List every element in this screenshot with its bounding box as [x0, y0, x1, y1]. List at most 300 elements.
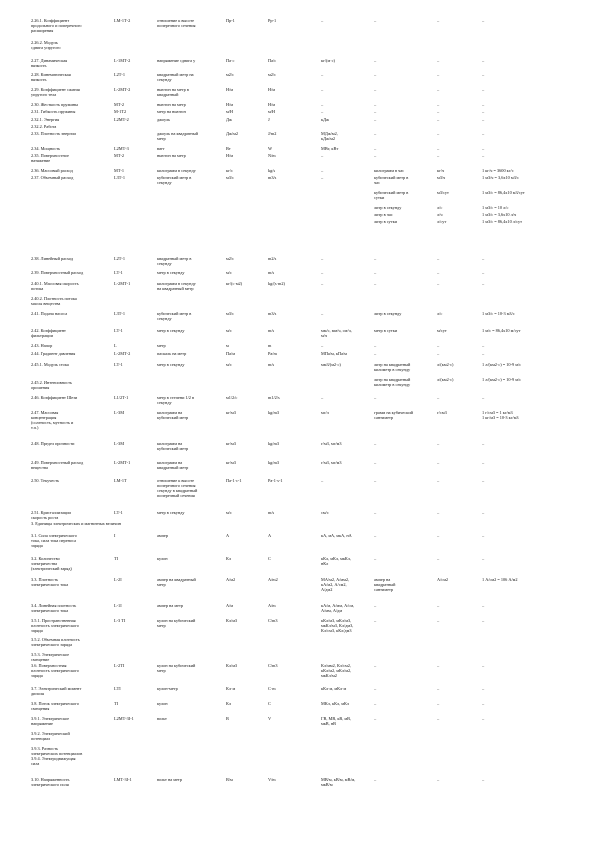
cell-unit-symbol-intl: m/s [268, 328, 275, 333]
cell-unit-name: паскаль на метр [157, 351, 187, 356]
cell-unit-name: кулон на кубический метр [157, 663, 196, 673]
cell-multiples: – [321, 311, 324, 316]
cell-multiples: – [321, 102, 324, 107]
cell-quantity-name: 2.51. Кристаллизации скорость роста [31, 510, 71, 520]
table-row [0, 219, 595, 227]
cell-unit-symbol-intl: m2/s [268, 256, 277, 261]
cell-unit-symbol-ru: м/с [226, 328, 232, 333]
cell-quantity-name: 2.49. Поверхностный расход вещества [31, 460, 84, 470]
cell-dimension: L-2МТ-2 [114, 87, 131, 92]
cell-nonsi-unit-symbol: – [437, 556, 440, 561]
cell-unit-symbol-intl: Pa/m [268, 351, 277, 356]
cell-unit-symbol-ru: м3/с [226, 175, 234, 180]
cell-dimension: L-3 ТI [114, 618, 126, 623]
cell-nonsi-unit-name: – [374, 460, 377, 465]
cell-nonsi-unit-symbol: А/см2 [437, 577, 449, 582]
cell-dimension: ТI [114, 701, 119, 706]
table-row [0, 637, 595, 645]
cell-quantity-name: 2.38. Линейный расход [31, 256, 74, 261]
cell-unit-name: ньютон на метр [157, 153, 186, 158]
cell-unit-name: вольт на метр [157, 777, 182, 782]
cell-unit-name: килограмм на квадратный метр [157, 460, 189, 470]
cell-multiples: ГВ, МВ, кВ, мВ, мкВ, нВ [321, 716, 352, 726]
cell-quantity-name: 2.37. Объемный расход [31, 175, 74, 180]
cell-unit-symbol-intl: N/m [268, 153, 276, 158]
cell-nonsi-unit-name: килограмм в час [374, 168, 405, 173]
table-row [0, 478, 595, 498]
cell-unit-symbol-ru: В/м [226, 777, 233, 782]
cell-dimension: М-1Т2 [114, 109, 127, 114]
cell-multiples: МВ/м, кВ/м, мВ/м, мкВ/м [321, 777, 356, 787]
cell-unit-symbol-ru: Кл·м [226, 686, 236, 691]
cell-dimension: L2МТ-3 [114, 146, 129, 151]
cell-unit-symbol-ru: Па/м [226, 351, 235, 356]
cell-unit-symbol-ru: м2/с [226, 256, 234, 261]
cell-nonsi-unit-symbol: – [437, 351, 440, 356]
cell-nonsi-unit-name: ампер на квадратный сантиметр [374, 577, 396, 592]
cell-unit-symbol-intl: J [268, 117, 270, 122]
cell-unit-symbol-intl: A [268, 533, 272, 538]
cell-nonsi-unit-symbol: л/с [437, 205, 443, 210]
cell-nonsi-unit-symbol: г/см3 [437, 410, 447, 415]
cell-nonsi-unit-symbol: – [437, 72, 440, 77]
cell-nonsi-unit-symbol: м3/ч [437, 175, 446, 180]
cell-quantity-name: 3.9.3. Разность электрических потенциалов 3.9.4. Электродвижущая сила [31, 746, 83, 766]
cell-dimension: L1/2Т-1 [114, 395, 129, 400]
cell-multiples: кА, мА, мкА, нА [321, 533, 352, 538]
cell-conversion: – [482, 395, 485, 400]
cell-quantity-name: 2.27. Динамическая вязкость [31, 58, 68, 68]
cell-conversion: – [482, 18, 485, 23]
cell-unit-symbol-ru: В [226, 716, 229, 721]
cell-dimension: L-1I [114, 603, 122, 608]
cell-conversion: 1 м3/ч = 3,6х10 м3/с [482, 175, 519, 180]
cell-nonsi-unit-name: – [374, 351, 377, 356]
cell-conversion: – [482, 663, 485, 668]
cell-dimension: LМ-1Т-2 [114, 18, 131, 23]
cell-conversion: – [482, 102, 485, 107]
cell-unit-symbol-intl: C·m [268, 686, 276, 691]
cell-quantity-name: 2.36. Массовый расход [31, 168, 73, 173]
cell-nonsi-unit-symbol: – [437, 701, 440, 706]
cell-unit-symbol-ru: м/с [226, 510, 232, 515]
cell-quantity-name: 2.32.1. Энергия [31, 117, 60, 122]
cell-unit-symbol-ru: Дж/м2 [226, 131, 238, 136]
cell-unit-symbol-ru: Н/м [226, 87, 234, 92]
cell-unit-symbol-ru: кг/м3 [226, 460, 236, 465]
cell-nonsi-unit-symbol: – [437, 146, 440, 151]
cell-unit-symbol-ru: А [226, 533, 230, 538]
table-row [0, 652, 595, 660]
cell-quantity-name: 3. Единицы электрических и магнитных величин [31, 521, 121, 526]
cell-multiples: – [321, 343, 324, 348]
cell-multiples: г/м3, мг/м3 [321, 460, 342, 465]
cell-quantity-name: 2.35. Поверхностное натяжение [31, 153, 69, 163]
cell-multiples: – [321, 256, 324, 261]
cell-unit-name: кулон [157, 701, 168, 706]
cell-dimension: LТI [114, 686, 121, 691]
cell-unit-symbol-ru: м2/с [226, 72, 234, 77]
cell-unit-symbol-ru: кг/(с·м2) [226, 281, 243, 286]
cell-dimension: I [114, 533, 116, 538]
cell-unit-symbol-intl: m3/s [268, 311, 277, 316]
cell-conversion: 1 м/с = 86,4х10 м/сут [482, 328, 521, 333]
cell-unit-symbol-ru: м/с [226, 362, 232, 367]
table-row [0, 343, 595, 351]
table-row [0, 533, 595, 548]
cell-unit-symbol-intl: kg/s [268, 168, 276, 173]
cell-conversion: – [482, 686, 485, 691]
cell-unit-symbol-ru: Па·с [226, 58, 235, 63]
cell-dimension: LМТ-3I-1 [114, 777, 132, 782]
cell-unit-name: джоуль [157, 117, 171, 122]
cell-unit-name: ватт [157, 146, 165, 151]
cell-dimension: МТ-1 [114, 168, 125, 173]
cell-unit-symbol-ru: м3/с [226, 311, 234, 316]
cell-nonsi-unit-name: – [374, 281, 377, 286]
cell-unit-symbol-intl: V/m [268, 777, 276, 782]
table-row [0, 686, 595, 694]
table-row [0, 663, 595, 678]
cell-dimension: L-2МТ-1 [114, 460, 131, 465]
cell-multiples: кА/м, А/мм, А/см, А/мм, А/дм [321, 603, 355, 613]
cell-multiples: – [321, 18, 324, 23]
cell-nonsi-unit-name: – [374, 146, 377, 151]
cell-unit-symbol-intl: С [268, 556, 271, 561]
table-row [0, 256, 595, 264]
cell-unit-symbol-intl: kg/m3 [268, 441, 279, 446]
cell-quantity-name: 3.10. Напряженность электрического поля [31, 777, 70, 787]
cell-nonsi-unit-name: литр на квадратный километр в секунду [374, 362, 411, 372]
cell-unit-symbol-intl: Н/м [268, 87, 276, 92]
cell-dimension: L-2I [114, 577, 122, 582]
cell-nonsi-unit-name: – [374, 117, 377, 122]
cell-nonsi-unit-name: – [374, 701, 377, 706]
cell-nonsi-unit-name: – [374, 343, 377, 348]
cell-unit-symbol-intl: kg/m3 [268, 410, 279, 415]
cell-nonsi-unit-symbol: – [437, 478, 440, 483]
cell-nonsi-unit-name: – [374, 478, 377, 483]
cell-multiples: кКл·м, мКл·м [321, 686, 347, 691]
cell-quantity-name: 2.26.2. Модуль сдвига упругого [31, 40, 61, 50]
cell-unit-symbol-ru: кг/м3 [226, 441, 236, 446]
cell-conversion: – [482, 556, 485, 561]
cell-quantity-name: 2.29. Коэффициент сжатия упругого тела [31, 87, 80, 97]
cell-unit-name: ампер [157, 533, 168, 538]
cell-unit-name: килограмм на кубический метр [157, 441, 189, 451]
cell-dimension: МТ-2 [114, 102, 125, 107]
cell-dimension: L [114, 343, 117, 348]
cell-unit-name: квадратный метр в секунду [157, 256, 192, 266]
cell-nonsi-unit-symbol: – [437, 18, 440, 23]
cell-conversion: 1 м3/с = 86,4х10 м3/сут [482, 190, 525, 195]
cell-unit-symbol-ru: А/м2 [226, 577, 236, 582]
cell-nonsi-unit-symbol: – [437, 58, 440, 63]
cell-conversion: 1 л/(км2·с) = 10-9 м/с [482, 362, 522, 367]
cell-quantity-name: 2.44. Градиент давления [31, 351, 76, 356]
cell-unit-name: джоуль на квадратный метр [157, 131, 198, 141]
cell-nonsi-unit-name: – [374, 556, 377, 561]
cell-multiples: кКл/м3, мКл/м3, мкКл/м3, Кл/дм3, Кл/см3, кКл/дм3 [321, 618, 354, 633]
cell-conversion: – [482, 72, 485, 77]
cell-nonsi-unit-symbol: – [437, 131, 440, 136]
cell-unit-name: метр в секунду [157, 362, 185, 367]
table-row [0, 131, 595, 139]
cell-multiples: МВт, кВт [321, 146, 339, 151]
cell-nonsi-unit-symbol: м/сут [437, 328, 447, 333]
cell-unit-symbol-ru: А/м [226, 603, 234, 608]
cell-conversion: 1 л/(км2·с) = 10-9 м/с [482, 377, 522, 382]
cell-conversion: – [482, 716, 485, 721]
cell-conversion: – [482, 270, 485, 275]
cell-unit-symbol-ru: м/с [226, 270, 232, 275]
cell-unit-symbol-intl: C/m3 [268, 663, 278, 668]
table-row [0, 328, 595, 336]
cell-nonsi-unit-name: – [374, 618, 377, 623]
cell-quantity-name: 3.4. Линейная плотность электрического тока [31, 603, 77, 613]
cell-dimension: L-2МТ-1 [114, 281, 131, 286]
cell-nonsi-unit-name: литр в час [374, 212, 393, 217]
cell-dimension: L3Т-1 [114, 311, 125, 316]
cell-nonsi-unit-name: – [374, 18, 377, 23]
cell-nonsi-unit-name: – [374, 603, 377, 608]
cell-conversion: – [482, 441, 485, 446]
cell-unit-symbol-intl: kg/m3 [268, 460, 279, 465]
cell-quantity-name: 2.34. Мощность [31, 146, 61, 151]
cell-nonsi-unit-name: литр в сутки [374, 219, 397, 224]
cell-quantity-name: 2.48. Предел прочности [31, 441, 75, 446]
cell-nonsi-unit-name: – [374, 510, 377, 515]
cell-quantity-name: 2.40.1. Массовая скорость потока [31, 281, 79, 291]
cell-nonsi-unit-name: грамм на кубический сантиметр [374, 410, 413, 420]
cell-unit-symbol-intl: m/s [268, 270, 275, 275]
table-row [0, 521, 595, 529]
cell-nonsi-unit-name: – [374, 153, 377, 158]
cell-dimension: ТI [114, 556, 119, 561]
table-row [0, 281, 595, 289]
table-row [0, 380, 595, 388]
cell-nonsi-unit-symbol: м3/сут [437, 190, 449, 195]
cell-nonsi-unit-name: – [374, 270, 377, 275]
cell-dimension: LМ-1Т [114, 478, 127, 483]
table-row [0, 296, 595, 304]
cell-unit-symbol-intl: A/m2 [268, 577, 278, 582]
cell-conversion: – [482, 533, 485, 538]
cell-unit-name: метр в секунду [157, 510, 185, 515]
cell-nonsi-unit-name: – [374, 131, 377, 136]
cell-conversion: – [482, 131, 485, 136]
cell-unit-symbol-intl: м2/с [268, 72, 276, 77]
cell-nonsi-unit-name: – [374, 686, 377, 691]
cell-nonsi-unit-name: кубический метр в час [374, 175, 409, 185]
cell-unit-symbol-intl: Рр-1 [268, 18, 277, 23]
cell-unit-symbol-ru: м [226, 343, 229, 348]
cell-quantity-name: 2.40.2. Плотность потока массы вещества [31, 296, 77, 306]
cell-quantity-name: 2.42. Коэффициент фильтрации [31, 328, 66, 338]
table-row [0, 109, 595, 117]
cell-conversion: – [482, 478, 485, 483]
cell-quantity-name: 3.8. Поток электрического смещения [31, 701, 79, 711]
cell-unit-symbol-ru: Кл [226, 556, 232, 561]
cell-unit-symbol-ru: м1/2/с [226, 395, 238, 400]
cell-quantity-name: 2.45.1. Модуль стока [31, 362, 69, 367]
cell-conversion: – [482, 87, 485, 92]
cell-unit-symbol-intl: m/s [268, 510, 275, 515]
cell-nonsi-unit-name: кубический метр в сутки [374, 190, 409, 200]
table-row [0, 351, 595, 359]
cell-unit-symbol-intl: Па/с [268, 58, 277, 63]
cell-dimension: L-3М [114, 441, 125, 446]
cell-conversion: – [482, 777, 485, 782]
table-row [0, 190, 595, 198]
cell-nonsi-unit-symbol: – [437, 109, 440, 114]
cell-conversion: 1 м3/с = 3,6х10 л/ч [482, 212, 517, 217]
table-row [0, 441, 595, 449]
table-row [0, 701, 595, 709]
cell-dimension: L2Т-1 [114, 256, 125, 261]
cell-multiples: г/м3, мг/м3 [321, 441, 342, 446]
cell-multiples: МДж/м2, кДж/м2 [321, 131, 338, 141]
table-row [0, 153, 595, 161]
cell-quantity-name: 2.45.2. Интенсивность орошения [31, 380, 72, 390]
table-row [0, 460, 595, 468]
cell-nonsi-unit-symbol: – [437, 460, 440, 465]
cell-dimension: L-3М [114, 410, 125, 415]
cell-multiples: – [321, 87, 324, 92]
cell-quantity-name: 3.9.2. Электрический потенциал [31, 731, 70, 741]
cell-unit-symbol-ru: м/Н [226, 109, 234, 114]
cell-multiples: мм3/(м2·с) [321, 362, 341, 367]
cell-quantity-name: 2.32.2. Работа [31, 124, 57, 129]
cell-unit-symbol-ru: Н/м [226, 102, 234, 107]
cell-conversion: – [482, 351, 485, 356]
cell-unit-name: кулон на кубический метр [157, 618, 196, 628]
cell-quantity-name: 2.50. Текучесть [31, 478, 60, 483]
cell-conversion: – [482, 510, 485, 515]
cell-unit-symbol-intl: W [268, 146, 273, 151]
cell-multiples: кДж [321, 117, 329, 122]
cell-quantity-name: 3.2. Количество электричества (электрический заряд) [31, 556, 72, 571]
table-row [0, 577, 595, 592]
cell-unit-name: метр [157, 343, 166, 348]
cell-unit-name: отношение к высоте поперечного сечения [157, 18, 196, 28]
cell-unit-symbol-intl: Н/м [268, 102, 276, 107]
cell-nonsi-unit-name: – [374, 716, 377, 721]
cell-unit-name: метр в секунду [157, 328, 185, 333]
cell-nonsi-unit-symbol: – [437, 510, 440, 515]
cell-quantity-name: 3.5.2. Объемная плотность электрического заряда [31, 637, 80, 647]
table-row [0, 510, 595, 518]
cell-conversion: 1 м3/с = 10 л/с [482, 205, 509, 210]
cell-multiples: – [321, 153, 324, 158]
cell-unit-symbol-intl: С [268, 701, 271, 706]
cell-nonsi-unit-symbol: – [437, 618, 440, 623]
cell-multiples: – [321, 72, 324, 77]
cell-dimension: L-2ТI [114, 663, 125, 668]
cell-conversion: – [482, 281, 485, 286]
cell-dimension: LТ-1 [114, 362, 123, 367]
cell-unit-name: отношение к высоте поперечного сечения секунду в квадратный поперечный сечения [157, 478, 198, 498]
cell-nonsi-unit-name: – [374, 777, 377, 782]
cell-unit-symbol-ru: Кл [226, 701, 232, 706]
cell-unit-name: ньютон на метр [157, 102, 186, 107]
cell-unit-symbol-intl: м/Н [268, 109, 276, 114]
cell-conversion: – [482, 603, 485, 608]
cell-nonsi-unit-name: – [374, 102, 377, 107]
cell-dimension: L2Т-1 [114, 72, 125, 77]
cell-nonsi-unit-symbol: – [437, 441, 440, 446]
cell-nonsi-unit-symbol: – [437, 395, 440, 400]
cell-nonsi-unit-name: литр в секунду [374, 205, 402, 210]
cell-unit-name: килограмм на кубический метр [157, 410, 189, 420]
cell-nonsi-unit-symbol: – [437, 533, 440, 538]
cell-quantity-name: 2.31. Гибкость пружины [31, 109, 76, 114]
cell-unit-symbol-ru: Па-1·с-1 [226, 478, 242, 483]
cell-conversion: – [482, 146, 485, 151]
cell-unit-name: напряжение сдвига у [157, 58, 196, 63]
cell-unit-name: килограмм в секунду на квадратный метр [157, 281, 196, 291]
cell-quantity-name: 3.5.3. Электрическое смещение [31, 652, 70, 662]
cell-conversion: 1 м3/с = 86,4х10 л/сут [482, 219, 523, 224]
cell-unit-name: ампер на метр [157, 603, 184, 608]
cell-unit-symbol-intl: m/s [268, 362, 275, 367]
table-row [0, 87, 595, 95]
cell-unit-symbol-ru: Пр-1 [226, 18, 235, 23]
cell-nonsi-unit-symbol: – [437, 256, 440, 261]
cell-conversion: – [482, 153, 485, 158]
cell-nonsi-unit-name: метр в сутки [374, 328, 398, 333]
cell-conversion: – [482, 256, 485, 261]
cell-nonsi-unit-symbol: – [437, 686, 440, 691]
cell-nonsi-unit-name: литр на квадратный километр в секунду [374, 377, 411, 387]
cell-unit-name: метр в степени 1/2 в секунду [157, 395, 195, 405]
table-row [0, 18, 595, 33]
table-row [0, 716, 595, 724]
cell-dimension: L2МТ-2 [114, 117, 129, 122]
cell-multiples: МПа/м, кПа/м [321, 351, 347, 356]
cell-nonsi-unit-symbol: – [437, 777, 440, 782]
table-row [0, 311, 595, 319]
cell-dimension: LТ-1 [114, 270, 123, 275]
cell-unit-symbol-intl: Pa-1·s-1 [268, 478, 283, 483]
table-row [0, 603, 595, 611]
table-row [0, 556, 595, 571]
cell-nonsi-unit-symbol: – [437, 153, 440, 158]
cell-nonsi-unit-symbol: – [437, 270, 440, 275]
cell-multiples: – [321, 168, 324, 173]
cell-quantity-name: 3.6. Поверхностная плотность электрического заряда [31, 663, 79, 678]
table-row [0, 777, 595, 785]
cell-quantity-name: 3.5.1. Пространственная плотность электрического заряда [31, 618, 79, 633]
table-row [0, 731, 595, 739]
cell-conversion: – [482, 701, 485, 706]
cell-quantity-name: 3.9.1. Электрическое напряжение [31, 716, 70, 726]
cell-multiples: – [321, 478, 324, 483]
cell-dimension: L-2МТ-2 [114, 351, 131, 356]
cell-unit-name: метр в секунду [157, 270, 185, 275]
cell-nonsi-unit-symbol: л/с [437, 311, 443, 316]
cell-nonsi-unit-name: – [374, 109, 377, 114]
cell-unit-name: ньютон на метр в квадратный [157, 87, 189, 97]
cell-nonsi-unit-name: – [374, 395, 377, 400]
cell-unit-name: вольт [157, 716, 167, 721]
cell-unit-symbol-ru: Вт [226, 146, 231, 151]
cell-unit-name: кулон [157, 556, 168, 561]
table-row [0, 72, 595, 80]
cell-multiples: – [321, 395, 324, 400]
cell-unit-symbol-intl: m [268, 343, 272, 348]
cell-unit-symbol-ru: Н/м [226, 153, 234, 158]
